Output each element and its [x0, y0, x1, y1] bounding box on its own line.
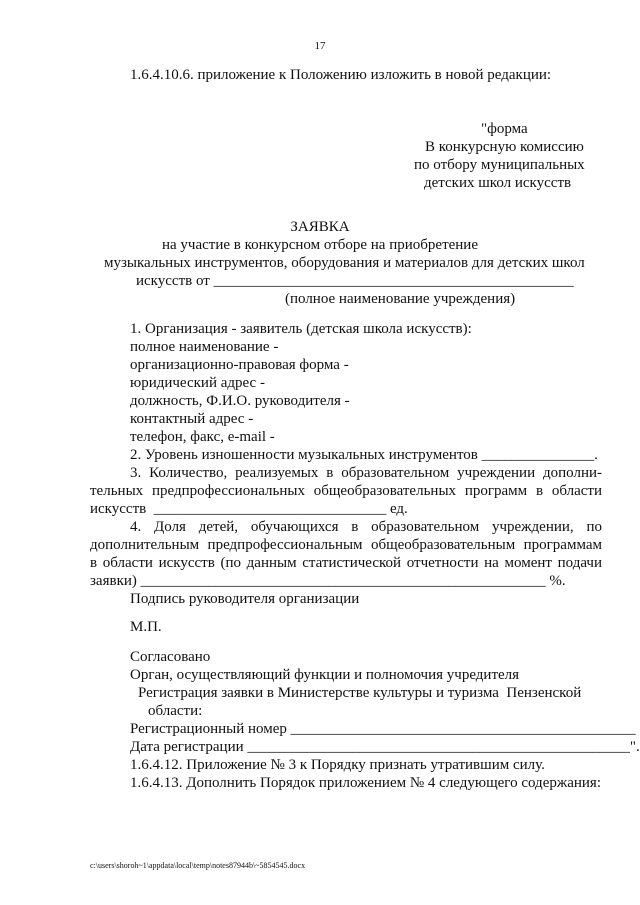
item-1-field: юридический адрес -	[130, 375, 265, 391]
subtitle-note: (полное наименование учреждения)	[285, 291, 516, 307]
authority-line: Орган, осуществляющий функции и полномочия учредителя	[130, 667, 520, 683]
item-3-line: 3. Количество, реализуемых в образовательном учреждении дополни-	[130, 465, 602, 481]
item-4-line: дополнительным предпрофессиональным общеобразовательным программам	[90, 537, 602, 553]
stamp-label: М.П.	[130, 619, 162, 635]
item-4-line: заявки) ______________________________________________________ %.	[90, 573, 566, 589]
document-title: ЗАЯВКА	[290, 219, 350, 235]
paragraph-1-6-4-13: 1.6.4.13. Дополнить Порядок приложением № 4 следующего содержания:	[130, 775, 601, 791]
registration-line: Регистрация заявки в Министерстве культуры и туризма Пензенской	[138, 685, 582, 701]
item-2: 2. Уровень изношенности музыкальных инструментов _______________.	[130, 447, 598, 463]
intro-paragraph: 1.6.4.10.6. приложение к Положению изложить в новой редакции:	[130, 67, 552, 83]
item-1-field: телефон, факс, e-mail -	[130, 429, 275, 445]
subtitle-line: искусств от ________________________________________________	[136, 273, 574, 289]
registration-number: Регистрационный номер ______________________________________________	[130, 721, 636, 737]
page-number: 17	[314, 40, 326, 52]
registration-date: Дата регистрации ___________________________________________________".	[130, 739, 640, 755]
header-form-label: "форма	[481, 121, 528, 137]
header-line: по отбору муниципальных	[414, 157, 585, 173]
item-4-line: в области искусств (по данным статистической отчетности на момент подачи	[90, 555, 602, 571]
item-1-field: должность, Ф.И.О. руководителя -	[130, 393, 350, 409]
agreed-label: Согласовано	[130, 649, 211, 665]
item-3-line: тельных предпрофессиональных общеобразовательных программ в области	[90, 483, 602, 499]
item-1-field: организационно-правовая форма -	[130, 357, 349, 373]
item-1-field: контактный адрес -	[130, 411, 254, 427]
signature-line: Подпись руководителя организации	[130, 591, 360, 607]
footer-file-path: c:\users\shoroh~1\appdata\local\temp\notes87944b\~5854545.docx	[90, 861, 306, 870]
header-line: детских школ искусств	[424, 175, 572, 191]
subtitle-line: музыкальных инструментов, оборудования и материалов для детских школ	[104, 255, 585, 271]
item-4-line: 4. Доля детей, обучающихся в образовательном учреждении, по	[130, 519, 602, 535]
header-line: В конкурсную комиссию	[425, 139, 584, 155]
item-3-line: искусств _______________________________ ед.	[90, 501, 408, 517]
registration-line: области:	[148, 703, 203, 719]
subtitle-line: на участие в конкурсном отборе на приобретение	[162, 237, 478, 253]
paragraph-1-6-4-12: 1.6.4.12. Приложение № 3 к Порядку признать утратившим силу.	[130, 757, 545, 773]
item-1-heading: 1. Организация - заявитель (детская школа искусств):	[130, 321, 472, 337]
item-1-field: полное наименование -	[130, 339, 279, 355]
